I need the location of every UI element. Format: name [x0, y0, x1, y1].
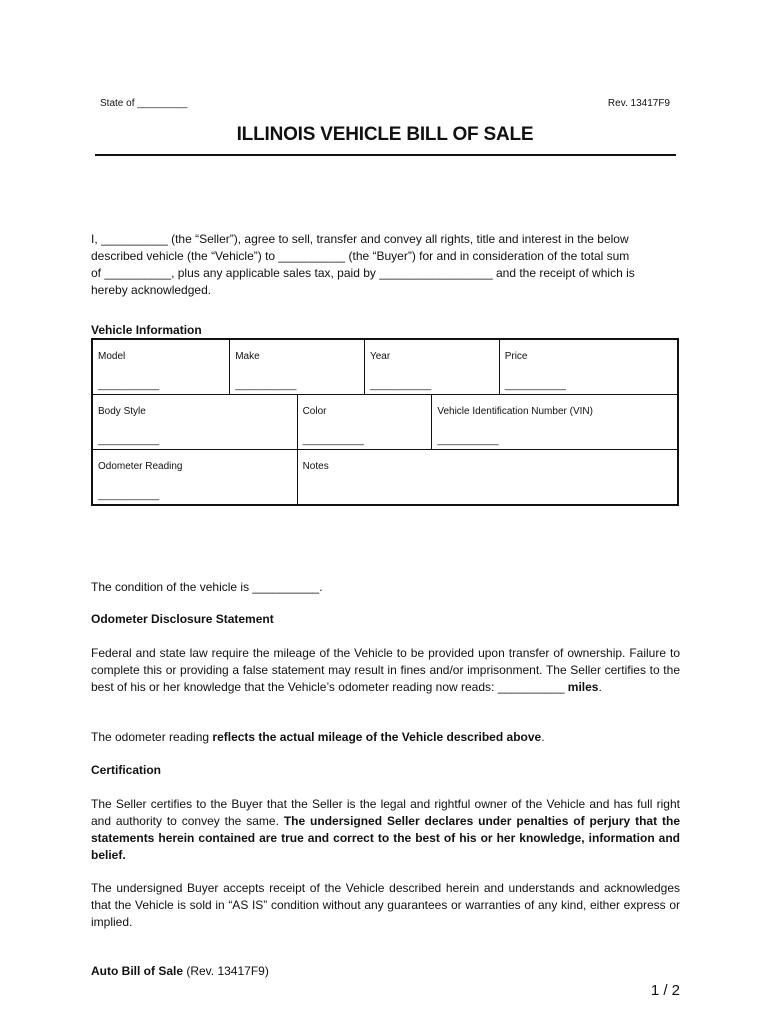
make-cell[interactable]	[230, 339, 365, 395]
footer-doc-title: Auto Bill of Sale	[91, 964, 184, 978]
vin-blank: ___________	[437, 435, 499, 446]
year-cell[interactable]	[364, 339, 499, 395]
make-label: Make	[235, 351, 260, 362]
vehicle-info-heading: Vehicle Information	[91, 323, 202, 337]
color-cell[interactable]	[297, 395, 432, 450]
vin-label: Vehicle Identification Number (VIN)	[437, 406, 593, 417]
seller-certification-text: The Seller certifies to the Buyer that the Seller is the legal and rightful owner of the Vehicle and has full right and authority to convey the same.	[91, 797, 680, 828]
odometer-reading-statement	[91, 729, 680, 746]
miles-label: miles	[567, 680, 599, 694]
notes-label: Notes	[302, 461, 329, 472]
intro-paragraph	[91, 231, 680, 299]
model-blank: ___________	[98, 380, 160, 391]
make-blank: ___________	[235, 380, 297, 391]
title-underline	[95, 154, 676, 156]
year-label: Year	[369, 351, 391, 362]
revision-label: Rev. 13417F9	[607, 98, 670, 109]
notes-cell[interactable]	[297, 450, 678, 506]
vehicle-info-table	[91, 338, 679, 506]
certification-heading: Certification	[91, 763, 162, 777]
odometer-disclosure-heading: Odometer Disclosure Statement	[91, 612, 274, 626]
body-style-label: Body Style	[98, 406, 146, 417]
intro-line-3: of __________, plus any applicable sales tax, paid by _________________ and the receipt of which is	[91, 266, 635, 280]
state-of-label: State of _________	[100, 98, 188, 109]
odometer-reading-suffix: .	[541, 730, 545, 744]
odometer-label: Odometer Reading	[98, 461, 183, 472]
document-title: ILLINOIS VEHICLE BILL OF SALE	[236, 124, 534, 145]
color-label: Color	[302, 406, 327, 417]
odometer-disclosure-text: Federal and state law require the mileage of the Vehicle to be provided upon transfer of ownership. Failure to complete this or providing a false statement may result in fines and/or imprisonment. The Seller certifies to the best of his or her knowledge that the Vehicle’s odometer reading now reads: __________	[91, 646, 680, 694]
year-blank: ___________	[369, 380, 432, 391]
model-cell[interactable]	[92, 339, 230, 395]
model-label: Model	[98, 351, 126, 362]
vin-cell[interactable]	[432, 395, 678, 450]
buyer-acceptance-paragraph: The undersigned Buyer accepts receipt of the Vehicle described herein and understands and acknowledges that the Vehicle is sold in “AS IS” condition without any guarantees or warranties of any kind, either express or implied.	[91, 881, 680, 929]
body-style-blank: ___________	[98, 435, 160, 446]
odometer-blank: ___________	[98, 490, 160, 501]
condition-line: The condition of the vehicle is __________.	[91, 580, 323, 594]
intro-line-2: described vehicle (the “Vehicle”) to __________ (the “Buyer”) for and in consideration of the total sum	[91, 249, 630, 263]
price-blank: ___________	[504, 380, 566, 391]
color-blank: ___________	[302, 435, 364, 446]
miles-period: .	[598, 680, 602, 694]
odometer-disclosure-paragraph	[91, 645, 680, 696]
price-cell[interactable]	[499, 339, 678, 395]
odometer-reading-bold: reflects the actual mileage of the Vehicle described above	[212, 730, 542, 744]
odometer-reading-prefix: The odometer reading	[91, 730, 213, 744]
seller-perjury-declaration: The undersigned Seller declares under penalties of perjury that the statements herein contained are true and correct to the best of his or her knowledge, information and belief.	[91, 814, 680, 862]
intro-line-1: I, __________ (the “Seller”), agree to sell, transfer and convey all rights, title and interest in the below	[91, 232, 629, 246]
price-label: Price	[504, 351, 528, 362]
footer-revision: (Rev. 13417F9)	[183, 964, 269, 978]
seller-certification-paragraph	[91, 796, 680, 864]
odometer-cell[interactable]	[92, 450, 297, 506]
intro-line-4: hereby acknowledged.	[91, 283, 212, 297]
page-number: 1 / 2	[650, 982, 680, 999]
footer-title	[91, 964, 269, 978]
body-style-cell[interactable]	[92, 395, 297, 450]
